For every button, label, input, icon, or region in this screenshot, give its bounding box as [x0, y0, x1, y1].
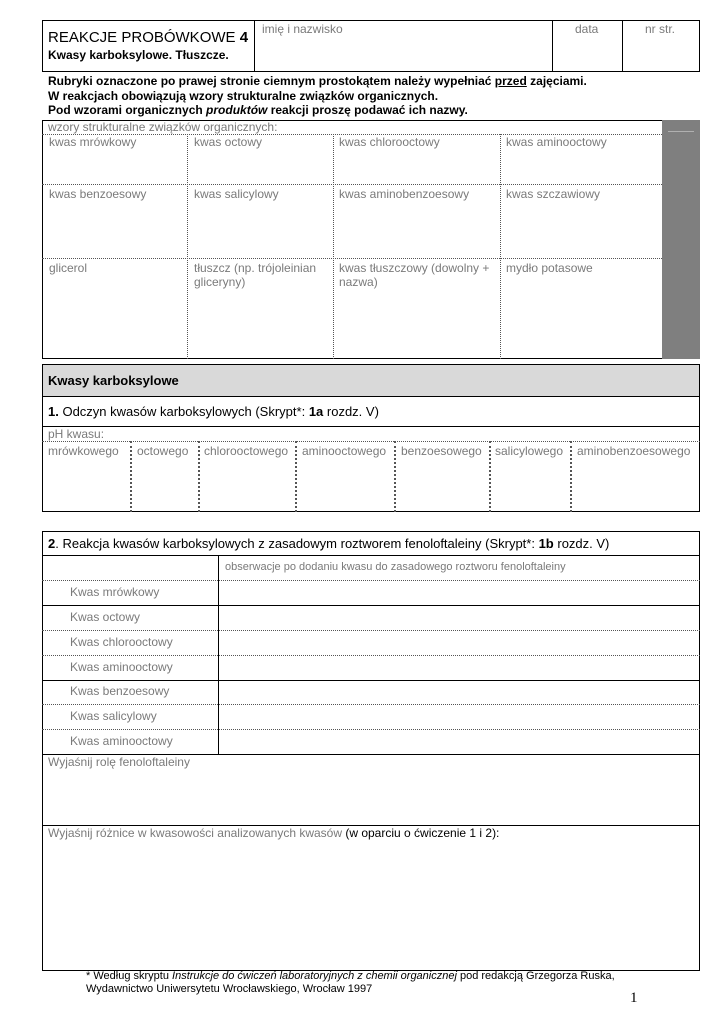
exercise-text: rozdz. V) — [553, 536, 610, 551]
marker-line — [668, 131, 694, 132]
exercise-1-title — [48, 404, 379, 419]
observations-header: obserwacje po dodaniu kwasu do zasadowego roztworu fenoloftaleiny — [225, 561, 566, 573]
title-text: REAKCJE PROBÓWKOWE — [48, 29, 236, 46]
prefill-marker — [662, 120, 700, 359]
exercise-2-title — [48, 536, 609, 551]
formula-cell: mydło potasowe — [506, 261, 593, 275]
date-field-label: data — [575, 22, 599, 36]
formula-cell: kwas mrówkowy — [49, 135, 137, 149]
formula-col-divider — [500, 134, 501, 359]
formula-cell: kwas octowy — [194, 135, 263, 149]
obs-row-line — [42, 680, 700, 681]
formula-col-divider — [187, 134, 188, 359]
header-box — [42, 20, 700, 72]
formula-col-divider — [333, 134, 334, 359]
title-number: 4 — [239, 29, 249, 46]
acid-row-label: Kwas aminooctowy — [70, 660, 173, 674]
exercise-2-line — [42, 555, 700, 556]
ph-col-divider — [489, 441, 491, 512]
formula-cell: kwas szczawiowy — [506, 187, 601, 201]
ph-col-divider — [198, 441, 200, 512]
question-phenolphthalein: Wyjaśnij rolę fenoloftaleiny — [48, 755, 190, 769]
formula-cell: kwas benzoesowy — [49, 187, 147, 201]
footnote-line-2: Wydawnictwo Uniwersytetu Wrocławskiego, Wrocław 1997 — [86, 983, 373, 995]
question-text: (w oparciu o ćwiczenie 1 i 2): — [342, 826, 500, 840]
formula-cell: kwas chlorooctowy — [339, 135, 440, 149]
exercise-bold: 1a — [308, 404, 324, 419]
formula-cell: kwas salicylowy — [194, 187, 279, 201]
obs-row-line — [42, 630, 700, 631]
acid-row-label: Kwas salicylowy — [70, 709, 157, 723]
obs-row-line — [42, 729, 700, 730]
formula-cell: tłuszcz (np. trójoleinian gliceryny) — [194, 261, 317, 289]
question-text: Wyjaśnij różnice w kwasowości analizowanych kwasów — [48, 826, 342, 840]
obs-row-line — [42, 580, 700, 581]
acid-row-label: Kwas chlorooctowy — [70, 635, 173, 649]
acid-row-label: Kwas aminooctowy — [70, 734, 173, 748]
page-title — [48, 29, 248, 46]
acid-row-label: Kwas benzoesowy — [70, 684, 170, 698]
instr-text: reakcji proszę podawać ich nazwy. — [267, 103, 468, 117]
ph-label-line — [42, 441, 700, 442]
instr-text: Rubryki oznaczone po prawej stronie ciemnym prostokątem należy wypełniać — [48, 74, 495, 88]
header-divider — [552, 20, 553, 72]
formulas-box — [42, 120, 700, 359]
exercise-1-line — [42, 426, 700, 427]
footnote-text: * Według skryptu — [86, 970, 173, 982]
footnote — [86, 970, 615, 996]
ph-col-divider — [570, 441, 572, 512]
formula-row-divider — [42, 184, 662, 185]
exercise-number: 2 — [48, 536, 56, 551]
page-no-field-label: nr str. — [645, 22, 676, 36]
exercise-text: rozdz. V) — [323, 404, 379, 419]
ph-column-label: octowego — [137, 444, 189, 458]
ph-column-label: benzoesowego — [401, 444, 482, 458]
ph-col-divider — [130, 441, 132, 512]
ph-col-divider — [295, 441, 297, 512]
obs-row-line — [42, 704, 700, 705]
ph-column-label: aminobenzoesowego — [577, 444, 691, 458]
acid-row-label: Kwas octowy — [70, 610, 141, 624]
exercise-text: Odczyn kwasów karboksylowych (Skrypt*: — [58, 404, 309, 419]
footnote-italic: Instrukcje do ćwiczeń laboratoryjnych z chemii organicznej — [172, 970, 457, 982]
page-subtitle: Kwasy karboksylowe. Tłuszcze. — [48, 48, 229, 62]
instr-text: zajęciami. — [526, 74, 587, 88]
exercise-text: . Reakcja kwasów karboksylowych z zasadowym roztworem fenoloftaleiny (Skrypt*: — [55, 536, 539, 551]
instruction-line-3 — [48, 103, 587, 118]
formula-cell: glicerol — [49, 261, 88, 275]
header-divider — [254, 20, 255, 72]
ph-column-label: aminooctowego — [302, 444, 387, 458]
header-divider — [622, 20, 623, 72]
section-title-line — [42, 396, 700, 397]
page-number: 1 — [630, 990, 638, 1006]
instructions — [48, 74, 587, 118]
obs-row-line — [42, 655, 700, 656]
ph-column-label: chlorooctowego — [204, 444, 289, 458]
formulas-heading: wzory strukturalne związków organicznych: — [48, 120, 278, 134]
name-field-label: imię i nazwisko — [262, 22, 343, 36]
footnote-text: pod redakcją Grzegorza Ruska, — [456, 970, 615, 982]
formula-cell: kwas aminooctowy — [506, 135, 607, 149]
instr-italic: produktów — [206, 103, 268, 117]
obs-row-line — [42, 605, 700, 606]
question-acidity — [48, 826, 499, 840]
exercise-bold: 1b — [538, 536, 554, 551]
instruction-line-1 — [48, 74, 587, 89]
acid-row-label: Kwas mrówkowy — [70, 585, 160, 599]
instr-underlined: przed — [494, 74, 527, 88]
formula-row-divider — [42, 258, 662, 259]
footnote-line-1 — [86, 970, 615, 983]
instr-text: Pod wzorami organicznych — [48, 103, 207, 117]
ph-column-label: mrówkowego — [48, 444, 119, 458]
formula-cell: kwas tłuszczowy (dowolny + nazwa) — [339, 261, 490, 289]
exercise-number: 1. — [48, 404, 59, 419]
ph-column-label: salicylowego — [495, 444, 564, 458]
formula-cell: kwas aminobenzoesowy — [339, 187, 470, 201]
section-title: Kwasy karboksylowe — [48, 373, 179, 388]
ph-col-divider — [394, 441, 396, 512]
ph-label: pH kwasu: — [48, 427, 105, 441]
instruction-line-2: W reakcjach obowiązują wzory strukturalne związków organicznych. — [48, 88, 439, 103]
